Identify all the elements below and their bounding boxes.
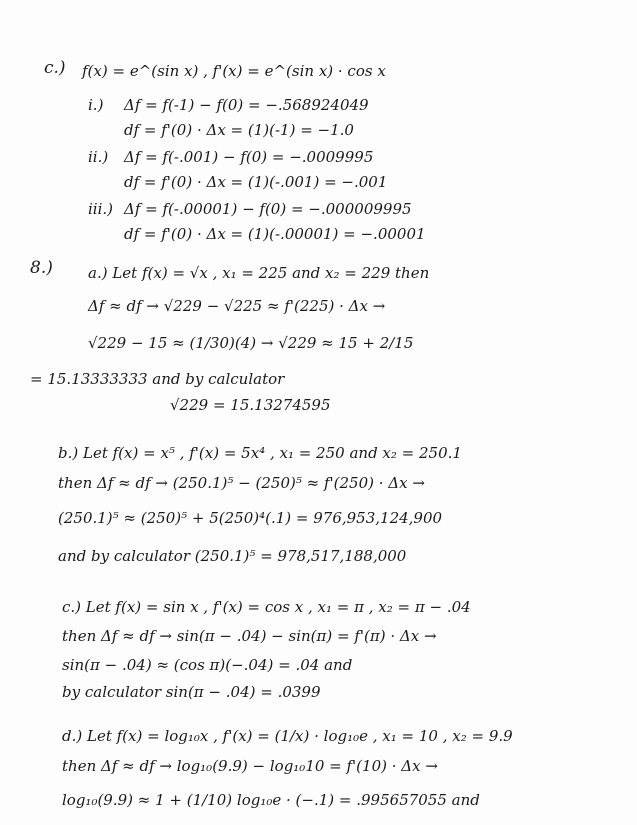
8b-line-2: then Δf ≈ df → (250.1)⁵ − (250)⁵ ≈ f'(250) · Δx → — [58, 474, 425, 492]
c-header-line: f(x) = e^(sin x) , f'(x) = e^(sin x) · cos x — [82, 62, 386, 80]
8c-line-2: then Δf ≈ df → sin(π − .04) − sin(π) = f'(π) · Δx → — [62, 627, 437, 645]
c-iii-label: iii.) — [88, 200, 114, 218]
8c-line-4: by calculator sin(π − .04) = .0399 — [62, 683, 321, 701]
c-iii-df: df = f'(0) · Δx = (1)(-.00001) = −.00001 — [124, 225, 426, 243]
problem-8-label: 8.) — [30, 258, 53, 278]
8a-line-2: Δf ≈ df → √229 − √225 ≈ f'(225) · Δx → — [88, 297, 386, 315]
8d-line-1: d.) Let f(x) = log₁₀x , f'(x) = (1/x) · log₁₀e , x₁ = 10 , x₂ = 9.9 — [62, 727, 513, 745]
c-i-label: i.) — [88, 96, 104, 114]
8c-line-3: sin(π − .04) ≈ (cos π)(−.04) = .04 and — [62, 656, 353, 674]
c-ii-label: ii.) — [88, 148, 109, 166]
8a-line-5: √229 = 15.13274595 — [170, 396, 331, 414]
c-ii-df: df = f'(0) · Δx = (1)(-.001) = −.001 — [124, 173, 388, 191]
c-i-df: df = f'(0) · Δx = (1)(-1) = −1.0 — [124, 121, 354, 139]
8b-line-3: (250.1)⁵ ≈ (250)⁵ + 5(250)⁴(.1) = 976,953,124,900 — [58, 509, 443, 527]
c-ii-delta-f: Δf = f(-.001) − f(0) = −.0009995 — [124, 148, 374, 166]
part-c-label: c.) — [44, 58, 66, 78]
8c-line-1: c.) Let f(x) = sin x , f'(x) = cos x , x₁ = π , x₂ = π − .04 — [62, 598, 471, 616]
8a-line-4: = 15.13333333 and by calculator — [30, 370, 285, 388]
8a-line-3: √229 − 15 ≈ (1/30)(4) → √229 ≈ 15 + 2/15 — [88, 334, 414, 352]
c-iii-delta-f: Δf = f(-.00001) − f(0) = −.000009995 — [124, 200, 412, 218]
8b-line-1: b.) Let f(x) = x⁵ , f'(x) = 5x⁴ , x₁ = 250 and x₂ = 250.1 — [58, 444, 462, 462]
c-i-delta-f: Δf = f(-1) − f(0) = −.568924049 — [124, 96, 369, 114]
8d-line-3: log₁₀(9.9) ≈ 1 + (1/10) log₁₀e · (−.1) = .995657055 and — [62, 791, 480, 809]
8b-line-4: and by calculator (250.1)⁵ = 978,517,188,000 — [58, 547, 407, 565]
8a-line-1: a.) Let f(x) = √x , x₁ = 225 and x₂ = 229 then — [88, 264, 430, 282]
8d-line-2: then Δf ≈ df → log₁₀(9.9) − log₁₀10 = f'(10) · Δx → — [62, 757, 438, 775]
